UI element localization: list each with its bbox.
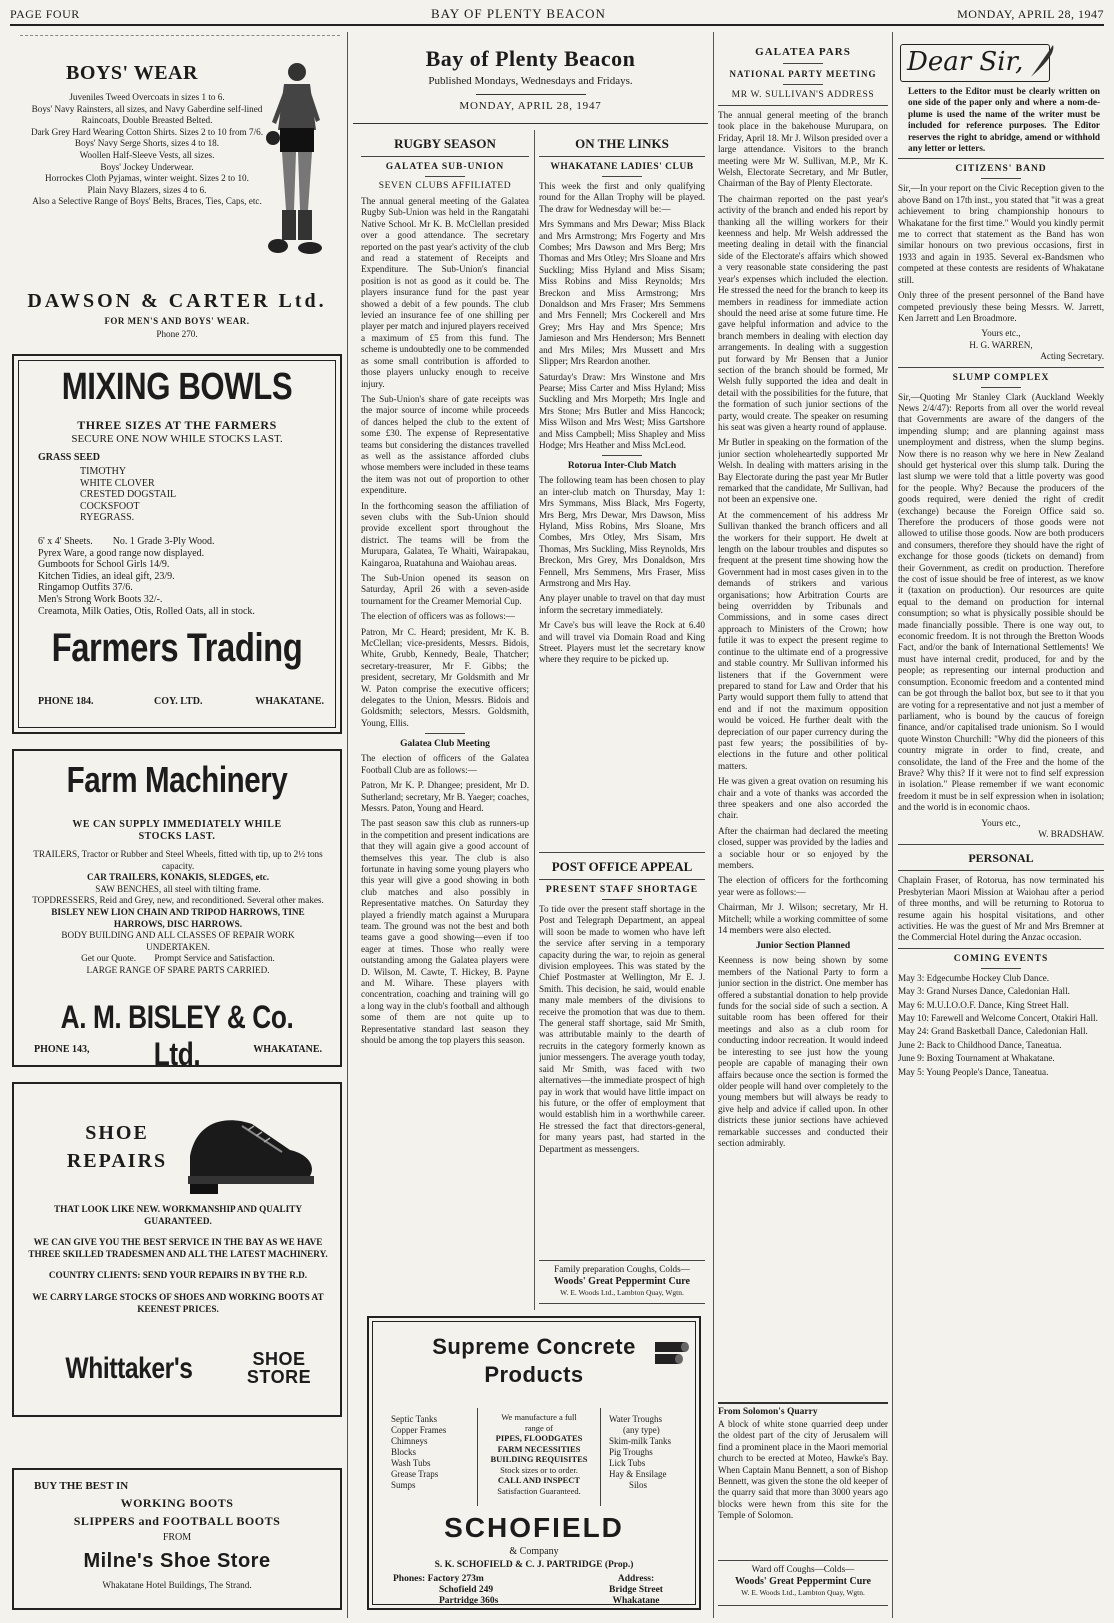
milne-line-4: FROM	[162, 1532, 192, 1543]
paragraph: The Sub-Union opened its season on Saturday, April 26 with a seven-aside tournament for the Creamer Memorial Cup.	[361, 573, 529, 606]
list-item: LARGE RANGE OF SPARE PARTS CARRIED.	[86, 964, 270, 975]
signature: Acting Secretary.	[1040, 351, 1104, 362]
dear-sir-text: Dear Sir,	[907, 47, 1024, 77]
whittakers-name: Whittaker's	[65, 1352, 193, 1385]
peppermint-cure-ad	[539, 1260, 705, 1304]
list-item: Boys' Jockey Underwear.	[100, 161, 194, 172]
ad-line: Family preparation Coughs, Colds—	[554, 1264, 690, 1274]
list-item: Stock sizes or to order.	[500, 1464, 578, 1475]
paragraph: Mrs Symmans and Mrs Dewar; Miss Black and Mrs Armstrong; Mrs Fogerty and Mrs Combes; Mrs Dawson and Mrs Berg; Mrs Thomas and Mrs Otley; Mrs Sloane and Mrs Suckling; Miss Hyland and Miss Sisam; Miss Robins and Miss Reynolds; Mrs Breckon and Miss Armstrong; Mrs Donaldson and Mrs Fraser; Mrs Semmens and Mrs Fennell; Mrs Cockerell and Mrs Grey; Mrs Hay and Mrs Spence; Mrs Jamieson and Mrs Henderson; Mrs Bennett and Mrs Miles; Mrs Mussett and Mrs Slipper; Mrs Reardon another.	[539, 219, 705, 367]
shoe-repairs-title-1: SHOE	[85, 1122, 149, 1144]
newspaper-name: BAY OF PLENTY BEACON	[430, 6, 606, 21]
concrete-title-1: Supreme Concrete	[432, 1334, 636, 1359]
list-item: Gumboots for School Girls 14/9.	[38, 559, 170, 571]
rugby-article	[361, 130, 529, 1310]
schofield-phones	[393, 1574, 543, 1607]
concrete-title-2: Products	[484, 1362, 584, 1387]
list-item: Chimneys	[391, 1436, 428, 1446]
coming-events-heading: COMING EVENTS	[953, 953, 1049, 964]
slump-complex-heading: SLUMP COMPLEX	[952, 372, 1050, 383]
ad-line: W. E. Woods Ltd., Lambton Quay, Wgtn.	[741, 1588, 865, 1598]
post-office-subheading: PRESENT STAFF SHORTAGE	[545, 885, 699, 895]
national-party-heading: NATIONAL PARTY MEETING	[729, 69, 877, 79]
dear-sir-banner	[900, 44, 1050, 82]
paragraph: The election of officers was as follows:—	[361, 611, 515, 622]
paragraph: Mr Cave's bus will leave the Rock at 6.40 and will travel via Domain Road and King Street. Players must let the secretary know where they require to be picked up.	[539, 620, 705, 665]
list-item: Horrockes Cloth Pyjamas, winter weight. Sizes 2 to 10.	[45, 173, 249, 184]
paragraph: This week the first and only qualifying round for the Allan Trophy will be played. The draw for Wednesday will be:—	[539, 181, 705, 214]
schofield-co: & Company	[509, 1546, 559, 1557]
links-heading: ON THE LINKS	[575, 136, 669, 151]
paragraph: The Sub-Union's share of gate receipts was the major source of income while proceeds of dances helped the club to the extent of some £30. The expense of Representative teams but considering the distances travelled as well as the assistance afforded clubs whose members were included in these teams the item was not out of proportion to other expenditure.	[361, 393, 529, 496]
farmers-trading-name: Farmers Trading	[51, 626, 303, 670]
paragraph: The annual general meeting of the branch took place in the bakehouse Murupara, on Friday, April 18. Mr J. Wilson presided over a large attendance. Visitors to the branch meeting were Mr W. Sullivan, M.P., Mr K. Welsh, Electorate Secretary, and Mr Butler, Chairman of the Bay of Plenty Electorate.	[718, 110, 888, 189]
list-item: Partridge 360s	[439, 1596, 499, 1606]
paragraph: In the forthcoming season the affiliation of seven clubs with the Sub-Union should provide excellent sport throughout the district. The teams will be from the Murupara, Galatea, Te Whaiti, Wairapakau, Kaingaroa, Ruatahuna and Waiohau areas.	[361, 500, 529, 568]
masthead-title: Bay of Plenty Beacon	[425, 46, 636, 71]
column-divider	[347, 32, 348, 1618]
concrete-left-list	[391, 1414, 477, 1491]
list-item: TOPDRESSERS, Reid and Grey, new, and reconditioned. Several other makes.	[32, 895, 324, 906]
paragraph: Chaplain Fraser, of Rotorua, has now terminated his Presbyterian Maori Mission at Waiohau after a period of three months, and will be returning to Rotorua to resume again his hospital visitations, and other activities. He was the guest of Mr and Mrs Bremner at the Commercial Hotel during the Anzac occasion.	[898, 875, 1104, 943]
paragraph: Saturday's Draw: Mrs Winstone and Mrs Pearse; Miss Carter and Miss Hyland; Miss Suckling and Mrs Morpeth; Mrs Ingle and Mrs Stone; Mrs Butler and Miss Hancock; Miss Wilson and Mrs West; Miss Gartshore and Miss Campbell; Miss Shapley and Miss Hodge; Mrs Heather and Miss McLeod.	[539, 371, 705, 450]
list-item: Get our Quote. Prompt Service and Satisfaction.	[81, 953, 275, 964]
farmers-phone: PHONE 184.	[38, 696, 94, 707]
paragraph: Any player unable to travel on that day must inform the secretary immediately.	[539, 593, 705, 615]
rugby-heading: RUGBY SEASON	[394, 136, 496, 151]
dawson-carter-phone: Phone 270.	[156, 329, 198, 339]
farmers-town: WHAKATANE.	[255, 696, 324, 707]
ad-line: W. E. Woods Ltd., Lambton Quay, Wgtn.	[560, 1288, 684, 1298]
list-item: BUILDING REQUISITES	[490, 1454, 588, 1464]
list-item: Blocks	[391, 1447, 417, 1457]
galatea-pars-column	[718, 32, 888, 1618]
paragraph: At the commencement of his address Mr Sullivan thanked the branch officers and all the workers for their support. He dwelt at length on the labour troubles and disputes so frequent at the present time showing how the Government had in most cases given in to the demands of strikers and various organisations; how Arbitration Courts are being overridden by Tribunals and Commissions, and in some cases direct approach to Ministers of the Crown; how futile it was to expect the present regime to continue to the ultimate end of a progressive and stable country. Mr Sullivan informed his listeners that if the Government were prepared to stand for Law and Order that his Party would support them fully to attend that end and if not the maximum opposition would be voiced. He further dealt with the depreciation of our paper currency during the past few years; the possibilities of by-elections in the future and other political matters.	[718, 509, 888, 771]
list-item: Address:	[617, 1574, 655, 1584]
list-item: WE CAN GIVE YOU THE BEST SERVICE IN THE BAY AS WE HAVE THREE SKILLED TRADESMEN AND ALL THE LATEST MACHINERY.	[28, 1237, 328, 1259]
milnes-ad	[12, 1468, 342, 1610]
list-item: WE CARRY LARGE STOCKS OF SHOES AND WORKING BOOTS AT KEENEST PRICES.	[32, 1291, 324, 1314]
milne-address: Whakatane Hotel Buildings, The Strand.	[102, 1580, 252, 1590]
boys-wear-list	[12, 92, 282, 208]
list-item: CALL AND INSPECT	[497, 1475, 581, 1485]
list-item: Satisfaction Guaranteed.	[497, 1485, 581, 1496]
list-item: Bridge Street	[609, 1585, 663, 1595]
event-item: May 10: Farewell and Welcome Concert, Otakiri Hall.	[898, 1013, 1098, 1024]
list-item: Whakatane	[612, 1596, 660, 1606]
paragraph: Only three of the present personnel of the Band have competed previously these being Messrs. W. Jarrett, Ken Jarrett and Len Broadmore.	[898, 290, 1104, 323]
list-item: range of	[524, 1422, 554, 1433]
bisley-town: WHAKATANE.	[253, 1044, 322, 1055]
list-item: TRAILERS, Tractor or Rubber and Steel Wheels, fitted with tip, up to 2½ tons capacity.	[33, 849, 323, 871]
solomons-quarry-article	[718, 1402, 888, 1550]
paragraph: Sir,—In your report on the Civic Reception given to the above Band on 17th inst., you stated that "it was a great achievement to bring championship honours to Whakatane for the first time." Would you kindly permit me to correct that statement as the Band has won similar honours on two previous occasions, first in 1933 and again in 1935. Several ex-Bandsmen who competed at these contests are residents of Whakatane still.	[898, 183, 1104, 285]
sullivan-heading: MR W. SULLIVAN'S ADDRESS	[731, 90, 875, 100]
concrete-pipes-illustration	[651, 1332, 691, 1372]
mixing-bowls-title: MIXING BOWLS	[61, 366, 293, 408]
bisley-name: A. M. BISLEY & Co. Ltd.	[60, 999, 294, 1072]
links-subheading: WHAKATANE LADIES' CLUB	[550, 162, 694, 172]
mixing-items	[38, 536, 338, 617]
paragraph: Patron, Mr C. Heard; president, Mr K. B. McClellan; vice-presidents, Messrs. Bidois, White, Grubb, Kennedy, Beale, Thatcher; secretary-treasurer, Mr F. Gibbs; the president, secretary, Mr Goldsmith and Mr W. Paton comprise the executive officers; delegates to the Union, Messrs. Bidois and Goldsmith; selectors, Messrs. Goldsmith, Young, Ellis.	[361, 626, 529, 728]
event-item: May 3: Grand Nurses Dance, Caledonian Hall.	[898, 986, 1070, 997]
grass-seed-heading: GRASS SEED	[38, 452, 100, 463]
boys-wear-title: BOYS' WEAR	[66, 62, 198, 84]
paragraph: The past season saw this club as runners-up in the competition and present indications are that they will again give a good account of themselves this year. The club is also fortunate in having some young players who this year will give a good showing in both club matches and also possibly in Representative matches. On Saturday they played a friendly match against a Murupara team. The ground was not the best and both teams gave a good showing—even if too eager at times. Those who really were outstanding among the Galatea players were D. Wilson, M. Cawte, T. Hickey, B. Payne and M. Wihare. These players with concentration, coaching and training will go a long way in the club's football and although some of them are not quite up to Representative standard last season they should be among the top players this season.	[361, 818, 529, 1046]
list-item: CRESTED DOGSTAIL	[80, 489, 177, 501]
list-item: Hay & Ensilage	[609, 1469, 667, 1479]
list-item: COUNTRY CLIENTS: SEND YOUR REPAIRS IN BY THE R.D.	[48, 1270, 308, 1281]
event-item: May 5: Young People's Dance, Taneatua.	[898, 1066, 1049, 1077]
ad-line: Ward off Coughs—Colds—	[751, 1564, 855, 1574]
schofield-name: SCHOFIELD	[444, 1512, 624, 1543]
list-item: Dark Grey Hard Wearing Cotton Shirts. Sizes 2 to 10 from 7/6.	[30, 126, 264, 137]
paragraph: The chairman reported on the past year's activity of the branch and ended his report by thanking all the willing workers for their keenness and help. Mr Welsh addressed the meeting dealing in detail with the financial side of the Electorate's affairs which showed a very reasonable state considering the past year's expenses which included the election. He stressed the need for the branch to keep its members in readiness for immediate action should the need arise at some future time. He gave helpful information and advice to the branch members in dealing with election day arrangements. In dealing with a suggestion put forward by Mr Bensen that a Junior section of the branch should be formed, Mr Welsh fully supported the idea and dealt in detail with the possibilities for the future, that the formation of such junior sections of the party, would create. The speaker on resuming his seat was given a hearty round of applause.	[718, 193, 888, 432]
list-item: Also a Selective Range of Boys' Belts, Braces, Ties, Caps, etc.	[32, 196, 262, 207]
page-number: PAGE FOUR	[10, 7, 80, 21]
boys-wear-ad	[12, 32, 342, 337]
shoe-illustration	[182, 1104, 322, 1196]
mixing-bowls-sub2: SECURE ONE NOW WHILE STOCKS LAST.	[71, 433, 283, 445]
peppermint-cure-ad-2	[718, 1560, 888, 1606]
citizens-band-heading: CITIZENS' BAND	[955, 164, 1047, 175]
paragraph: The annual general meeting of the Galatea Rugby Sub-Union was held in the Rangatahi Native School. Mr K. B. McClellan presided over a good attendance. The secretary reported on the past year's activity of the club and read a statement of Receipts and Expenditure. The Sub-Union's financial position is not as good as it could be. The players insurance fund for the past year showed a debit of a few pounds. The club levied an insurance fee of one shilling per player per match and injured players received a maximum of £5 from this fund. The scheme is undoubtedly one to be commended as some small contribution is afforded to those players unlucky enough to receive injury.	[361, 196, 529, 389]
list-item: Lick Tubs	[609, 1458, 646, 1468]
quarry-heading: From Solomon's Quarry	[718, 1407, 818, 1417]
mixing-bowls-ad	[12, 354, 342, 734]
list-item: Water Troughs	[609, 1414, 663, 1424]
schofield-address	[591, 1574, 681, 1607]
list-item: PIPES, FLOODGATES	[495, 1433, 583, 1443]
bisley-phone: PHONE 143,	[34, 1044, 90, 1055]
concrete-mid-list	[477, 1408, 601, 1506]
list-item: COCKSFOOT	[80, 500, 140, 512]
list-item: Silos	[629, 1480, 648, 1490]
paragraph: After the chairman had declared the meeting closed, supper was provided by the ladies and a sociable hour or so enjoyed by the members.	[718, 825, 888, 870]
list-item: Boys' Navy Serge Shorts, sizes 4 to 18.	[74, 138, 220, 149]
farm-machinery-title: Farm Machinery	[66, 759, 288, 800]
list-item: Sumps	[391, 1480, 416, 1490]
junior-section-heading: Junior Section Planned	[755, 941, 851, 952]
list-item: Schofield 249	[439, 1585, 494, 1595]
list-item: Copper Frames	[391, 1425, 447, 1435]
page-header	[10, 6, 1104, 26]
rotorua-heading: Rotorua Inter-Club Match	[567, 461, 677, 472]
galatea-pars-article	[718, 32, 888, 1398]
milne-line-2: WORKING BOOTS	[120, 1496, 234, 1510]
milne-line-1: BUY THE BEST IN	[34, 1480, 129, 1492]
column-divider	[713, 32, 714, 1618]
list-item: Wash Tubs	[391, 1458, 431, 1468]
paragraph: The following team has been chosen to play an inter-club match on Thursday, May 1: Mrs Symmans, Miss Black, Mrs Fogerty, Mrs Berg, Mrs Dewar, Mrs Dawson, Miss Hyland, Miss Robins, Mrs Sloane, Mrs Combes, Mrs Otley, Mrs Sisam, Mrs Thomas, Mrs Suckling, Miss Reynolds, Mrs Breckon, Mrs Grey, Mrs Donaldson, Mrs Fennell, Mrs Semmens, Mrs Fraser, Miss Armstrong and Mrs Hay.	[539, 475, 705, 588]
list-item: Plain Navy Blazers, sizes 4 to 6.	[87, 184, 207, 195]
list-item: CAR TRAILERS, KONAKIS, SLEDGES, etc.	[86, 872, 270, 883]
ad-line: Woods' Great Peppermint Cure	[553, 1275, 690, 1287]
paragraph: The election of officers of the Galatea Football Club are as follows:—	[361, 753, 529, 775]
event-item: June 9: Boxing Tournament at Whakatane.	[898, 1053, 1055, 1064]
list-item: WHITE CLOVER	[80, 477, 155, 489]
whittakers-store-1: SHOE	[252, 1349, 306, 1369]
mixing-bowls-sub: THREE SIZES AT THE FARMERS	[77, 418, 277, 432]
event-item: June 2: Back to Childhood Dance, Taneatua.	[898, 1039, 1062, 1050]
event-item: May 3: Edgecumbe Hockey Club Dance.	[898, 972, 1050, 983]
event-item: May 6: M.U.I.O.O.F. Dance, King Street Hall.	[898, 999, 1069, 1010]
post-office-article	[539, 852, 705, 1252]
paragraph: The election of officers for the forthcoming year were as follows:—	[718, 875, 888, 897]
list-item: Septic Tanks	[391, 1414, 437, 1424]
farm-machinery-list	[32, 849, 324, 977]
list-item: We manufacture a full	[501, 1412, 577, 1422]
list-item: Men's Strong Work Boots 32/-.	[38, 593, 163, 605]
list-item: 6' x 4' Sheets. No. 1 Grade 3-Ply Wood.	[38, 536, 215, 547]
quill-pen-icon	[1027, 41, 1057, 81]
seed-list	[80, 466, 176, 524]
paragraph: He was given a great ovation on resuming his chair and a vote of thanks was accorded the three speakers and one also accorded the chair.	[718, 776, 888, 821]
letters-intro: Letters to the Editor must be clearly written on one side of the paper only and where a nom-de-plume is used the name of the writer must be included for reference purposes. The Editor reserves the right to abridge, amend or withhold any letter or letters.	[908, 86, 1100, 154]
signature: Yours etc.,	[981, 328, 1021, 339]
list-item: Grease Traps	[391, 1469, 439, 1479]
farm-machinery-sub: WE CAN SUPPLY IMMEDIATELY WHILE STOCKS LAST.	[72, 819, 282, 842]
paragraph: To tide over the present staff shortage in the Post and Telegraph Department, an appeal will soon be made to women who have left the service after serving in a temporary capacity during the war, to rejoin as general division employees. This was stated by the Chief Postmaster at Wellington, Mr E. J. Smith. This decision, he said, would enable many male members of the divisions to receive the promotion that was due to them. The general staff shortage, said Mr Smith, was attributable mainly to the dearth of recruits in the category formerly known as junior messengers. The average youth today, said Mr Smith, was faced with two alternatives—the immediate prospect of high pay in work that would have little impact on his future, or the offer of employment that would establish him in a worthwhile career. He stressed the fact that directors-general, for many years past, had started in the Department as messengers.	[539, 904, 705, 1154]
farmers-coy: COY. LTD.	[154, 696, 203, 707]
list-item: THAT LOOK LIKE NEW. WORKMANSHIP AND QUALITY GUARANTEED.	[53, 1204, 303, 1226]
paragraph: A block of white stone quarried deep under the oldest part of the city of Jerusalem will find a prominent place in the Maori memorial church to be erected at Moteo, Hawke's Bay. When Captain Manu Bennett, a son of Bishop Bennett, was given the stone the old keeper of the quarry said that more than 3000 years ago blocks were hewn from this site for the Temple of Solomon.	[718, 1419, 888, 1521]
page-date: MONDAY, APRIL 28, 1947	[957, 7, 1104, 21]
dawson-carter-name: DAWSON & CARTER Ltd.	[27, 290, 327, 312]
personal-heading: PERSONAL	[968, 851, 1034, 866]
farm-machinery-ad	[12, 749, 342, 1072]
paragraph: Patron, Mr K. P. Dhangee; president, Mr D. Sutherland; secretary, Mr B. Yaeger; coaches, Messrs. Paton, Young and Heard.	[361, 780, 529, 813]
dawson-carter-sub: FOR MEN'S AND BOYS' WEAR.	[104, 316, 250, 326]
event-item: May 24: Grand Basketball Dance, Caledonian Hall.	[898, 1026, 1088, 1037]
milnes-name: Milne's Shoe Store	[83, 1550, 271, 1572]
list-item: TIMOTHY	[80, 466, 127, 477]
list-item: BISLEY NEW LION CHAIN AND TRIPOD HARROWS, TINE HARROWS, DISC HARROWS.	[51, 906, 305, 929]
advertisements-column	[12, 32, 342, 1618]
list-item: (any type)	[623, 1425, 660, 1435]
column-divider	[892, 32, 893, 1618]
schofield-props: S. K. SCHOFIELD & C. J. PARTRIDGE (Prop.)	[434, 1560, 634, 1570]
supreme-concrete-ad	[367, 1316, 701, 1610]
masthead-sub: Published Mondays, Wednesdays and Fridays.	[428, 75, 633, 87]
signature: Yours etc.,	[981, 817, 1021, 828]
galatea-heading: GALATEA PARS	[755, 46, 851, 58]
paragraph: Mr Butler in speaking on the formation of the junior section wholeheartedly supported Mr Welsh. In dealing with matters arising in the Bay Electorate during the past year Mr Butler remarked that the candidate, Mr Sullivan, had not been an expensive one.	[718, 437, 888, 505]
shoe-repairs-ad	[12, 1082, 342, 1417]
paragraph: Chairman, Mr J. Wilson; secretary, Mr H. Mitchell; while a working committee of some 14 members were also elected.	[718, 902, 888, 936]
list-item: RYEGRASS.	[80, 512, 135, 524]
list-item: Ringamop Outfits 37/6.	[38, 582, 133, 594]
list-item: Woollen Half-Sleeve Vests, all sizes.	[79, 149, 215, 160]
list-item: Pig Troughs	[609, 1447, 653, 1457]
links-article	[539, 130, 705, 850]
list-item: Kitchen Tidies, an ideal gift, 23/9.	[38, 570, 175, 582]
shoe-repairs-text	[28, 1204, 328, 1315]
ad-line: Woods' Great Peppermint Cure	[734, 1575, 871, 1587]
galatea-club-heading: Galatea Club Meeting	[400, 739, 490, 750]
list-item: FARM NECESSITIES	[497, 1443, 581, 1454]
editorial-block	[353, 32, 708, 1618]
letters-column	[898, 32, 1104, 1618]
masthead	[353, 32, 708, 124]
signature: H. G. WARREN,	[969, 339, 1033, 350]
paragraph: Sir,—Quoting Mr Stanley Clark (Auckland Weekly News 2/4/47): Reports from all over the world reveal that Governments are aware of the dangers of the impending slump; and are planning against mass unemployment and distress, when the slump begins. Now there is no reason why we here in New Zealand should get hysterical over this slump talk. During the last slump we were told that a little poverty was good for the people. Why? Because the producers of the goods required, were denied the right of credit (exchange) because the Foreign Office said so. Therefore the producers of those goods were not allowed to utilise those goods. Now are both producers and consumers, therefore they should have the right of exchange for those goods (tickets on demand) from their Government, as credit on production. Therefore the cost of issue should be free of interest, as we know it (taxation on production). Our resources are quite equal to the demand on production for internal consumption; so what is physically possible should be made financially possible. There is one way out, to economic freedom. It is not through the Bretton Woods Fact, and/or the bank of International Settlements! We must have internal credit, produced, for and by the people; as representing our internal production and consumption. Economic freedom and a contented mind can be got through the ballot box, but see to it that you are voting for a representative and not just a member of parliament, who is bound by the caucus of foreign finance, and/or capitalised trade unionism. So I would quote Winston Churchill: "Why did the pioneers of this country migrate in order to find, create, and consolidate, the land of the Free and the home of the Brave? Why this? If it were not to find self expression in isolation." Please remember if we want economic freedom it must be in self expression when in isolation; and the world is in economic chaos.	[898, 391, 1104, 813]
list-item: SAW BENCHES, all steel with tilting frame.	[95, 883, 261, 894]
shoe-repairs-title-2: REPAIRS	[66, 1150, 168, 1172]
list-item: Pyrex Ware, a good range now displayed.	[38, 547, 205, 559]
rugby-subheading: GALATEA SUB-UNION	[385, 162, 505, 172]
milne-line-3: SLIPPERS and FOOTBALL BOOTS	[73, 1514, 281, 1528]
masthead-date: MONDAY, APRIL 28, 1947	[459, 99, 602, 112]
list-item: BODY BUILDING AND ALL CLASSES OF REPAIR WORK UNDERTAKEN.	[61, 930, 295, 952]
signature: W. BRADSHAW.	[1038, 828, 1104, 839]
list-item: Juveniles Tweed Overcoats in sizes 1 to 6.	[69, 92, 225, 102]
paragraph: Keenness is now being shown by some members of the National Party to form a junior section in the district. One member has offered a substantial donation to help provide funds for the social side of such a section. A suitable room has been offered for their meetings and also as a club room for conducting indoor recreation. It would indeed be interesting to see just how the young people are capable of managing their own affairs because once the section is formed the older people will hand over completely to the young members but will always be ready to give help and advice if called upon. In other districts these junior sections have achieved remarkable successes and conducted their section admirably.	[718, 955, 888, 1148]
list-item: Skim-milk Tanks	[609, 1436, 671, 1446]
list-item: Creamota, Milk Oaties, Otis, Rolled Oats, all in stock.	[38, 605, 255, 617]
concrete-right-list	[609, 1414, 695, 1491]
post-office-heading: POST OFFICE APPEAL	[551, 859, 693, 874]
list-item: Phones: Factory 273m	[393, 1574, 484, 1584]
rugby-subheading-2: SEVEN CLUBS AFFILIATED	[378, 181, 512, 191]
list-item: Boys' Navy Rainsters, all sizes, and Navy Gaberdine self-lined Raincoats, Double Breasted Belted.	[31, 103, 263, 126]
whittakers-store-2: STORE	[246, 1367, 312, 1387]
